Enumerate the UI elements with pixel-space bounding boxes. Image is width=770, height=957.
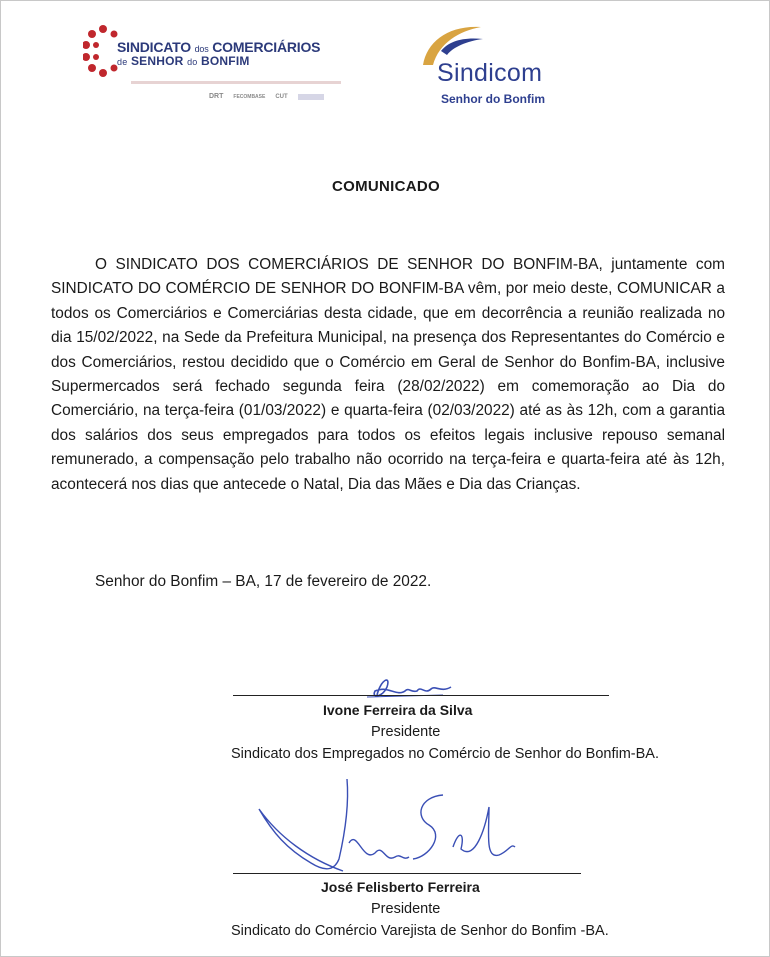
partner-logo-drt: DRT — [209, 93, 224, 100]
signature-2-handwriting — [253, 773, 543, 883]
signature-1-handwriting — [347, 673, 457, 703]
sindicom-subtitle: Senhor do Bonfim — [441, 92, 545, 106]
signature-2-name: José Felisberto Ferreira — [321, 879, 480, 895]
address-line — [131, 81, 341, 84]
signature-1-line — [233, 695, 609, 696]
partner-logos — [209, 93, 324, 100]
partner-logo-badge — [298, 94, 324, 100]
logo-line-1: SINDICATO dos COMERCIÁRIOS — [117, 39, 321, 55]
partner-logo-fecombase: FECOMBASE — [233, 93, 266, 100]
place-date: Senhor do Bonfim – BA, 17 de fevereiro de 2022. — [95, 573, 432, 590]
document-body: O SINDICATO DOS COMERCIÁRIOS DE SENHOR DO BONFIM-BA, juntamente com SINDICATO DO COMÉRCIO DE SENHOR DO BONFIM-BA vêm, por meio deste, COMUNICAR a todos os Comerciários e Comerciárias desta cidade, que em decorrência a reunião realizada no dia 15/02/2022, na Sede da Prefeitura Municipal, na presença dos Representantes do Comércio e dos Comerciários, restou decidido que o Comércio em Geral de Senhor do Bonfim-BA, inclusive Supermercados será fechado segunda feira (28/02/2022) em comemoração ao Dia do Comerciário, na terça-feira (01/03/2022) e quarta-feira (02/03/2022) até as às 12h, com a garantia dos salários dos seus empregados para todos os efeitos legais inclusive repouso semanal remunerado, a compensação pelo trabalho não ocorrido na terça-feira e quarta-feira até às 12h, acontecerá nos dias que antecede o Natal, Dia das Mães e Dia das Crianças. — [51, 256, 725, 493]
logo-line-2: de SENHOR do BONFIM — [117, 54, 250, 68]
signature-1-name: Ivone Ferreira da Silva — [323, 702, 473, 718]
partner-logo-cut: CUT — [275, 93, 288, 100]
signature-2-organization: Sindicato do Comércio Varejista de Senhor do Bonfim -BA. — [231, 923, 609, 939]
sindicom-logo — [417, 17, 577, 112]
sindicom-name: Sindicom — [437, 59, 543, 87]
document-title: COMUNICADO — [332, 178, 440, 195]
signature-1-role: Presidente — [371, 724, 441, 740]
signature-2-role: Presidente — [371, 901, 441, 917]
signature-2-line — [233, 873, 581, 874]
sindicato-comerciarios-logo — [83, 23, 363, 113]
signature-1-organization: Sindicato dos Empregados no Comércio de Senhor do Bonfim-BA. — [231, 746, 659, 762]
